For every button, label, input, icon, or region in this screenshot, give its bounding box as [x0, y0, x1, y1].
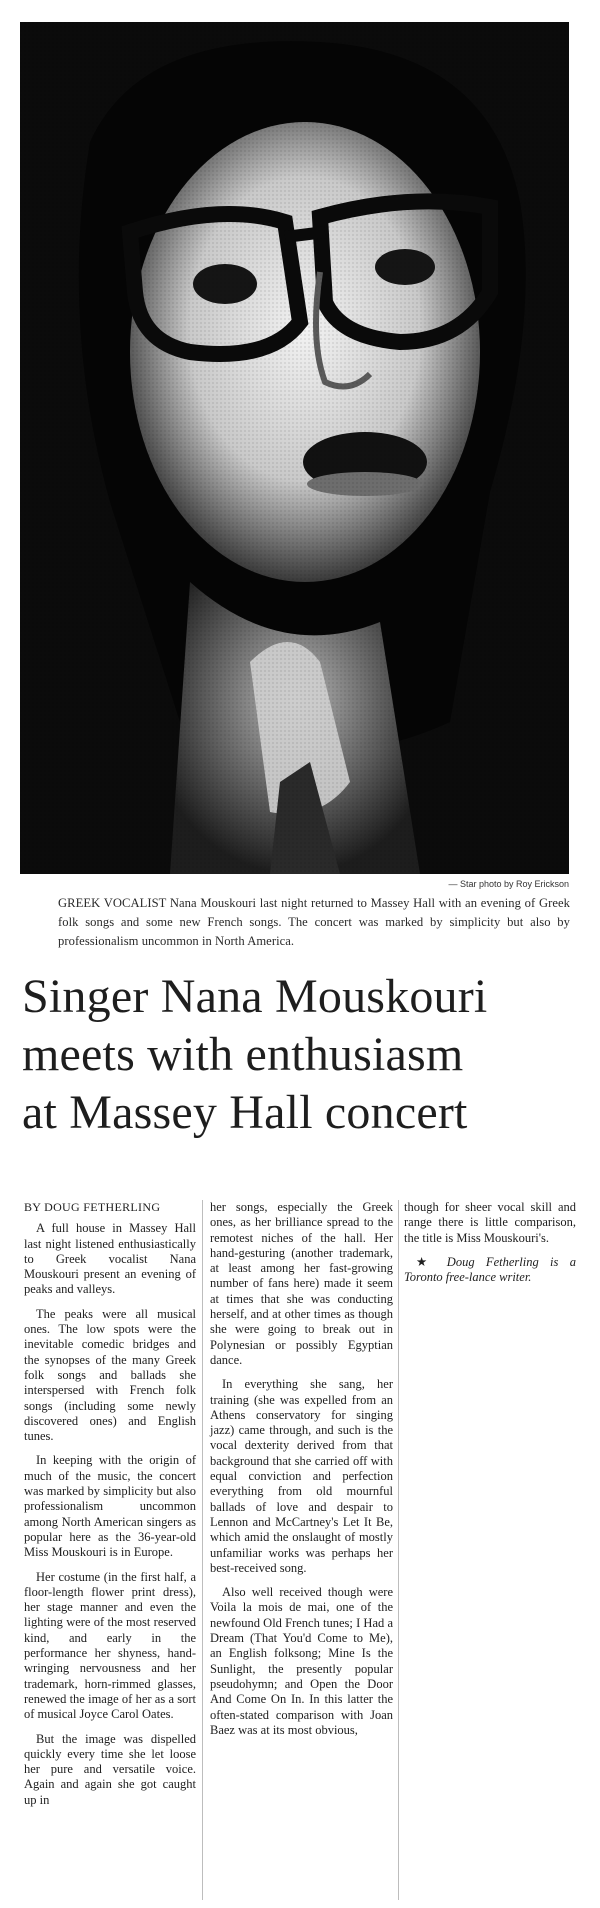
author-note-text: Doug Fetherling is a Toronto free-lance writer. — [404, 1254, 576, 1285]
photo-caption: GREEK VOCALIST Nana Mouskouri last night returned to Massey Hall with an evening of Greek folk songs and some new French songs. The concert was marked by simplicity but also by professionalism uncommon in North America. — [58, 896, 570, 948]
paragraph: The peaks were all musical ones. The low spots were the inevitable comedic bridges and the synopses of the many Greek folk songs and ballads she interspersed with French folk songs (including some newly discovered ones) and English tunes. — [24, 1306, 196, 1444]
photo-credit: — Star photo by Roy Erickson — [448, 879, 569, 889]
star-icon: ★ — [416, 1254, 436, 1269]
paragraph: A full house in Massey Hall last night listened enthusiastically to Greek vocalist Nana Mouskouri present an evening of peaks and valleys. — [24, 1221, 196, 1297]
paragraph: though for sheer vocal skill and range there is little comparison, the title is Miss Mouskouri's. — [404, 1200, 576, 1245]
paragraph: Her costume (in the first half, a floor-length flower print dress), her stage manner and even the lighting were of the most reserved kind, and early in the performance her shyness, hand-wringing nervousness and her trademark, horn-rimmed glasses, renewed the image of her as a sort of musical Joyce Carol Oates. — [24, 1569, 196, 1722]
article-column-1 — [24, 1200, 196, 1817]
column-divider — [202, 1200, 203, 1900]
article-column-2 — [210, 1200, 393, 1747]
column-divider — [398, 1200, 399, 1900]
byline: BY DOUG FETHERLING — [24, 1200, 161, 1214]
paragraph: In everything she sang, her training (she was expelled from an Athens conservatory for singing jazz) came through, and such is the vocal dexterity derived from that background that she carried off with equal conviction and perfection everything from old mournful ballads of love and despair to Lennon and McCartney's Let It Be, which amid the onslaught of mostly unfamiliar works was perhaps her best-received song. — [210, 1377, 393, 1575]
author-note — [404, 1255, 576, 1286]
paragraph: But the image was dispelled quickly every time she let loose her pure and versatile voice. Again and again she got caught up in — [24, 1731, 196, 1807]
paragraph: In keeping with the origin of much of the music, the concert was marked by simplicity but also professionalism uncommon among North American singers as popular here as the 36-year-old Miss Mouskouri is in Europe. — [24, 1453, 196, 1560]
headline-line-1: Singer Nana Mouskouri — [22, 970, 488, 1023]
headline-line-2: meets with enthusiasm — [22, 1028, 464, 1081]
paragraph: her songs, especially the Greek ones, as her brilliance spread to the remotest niches of the hall. Her hand-gesturing (another trademark, at least among her fast-growing number of fans here) made it seem at times that she was conducting herself, and at other times as though she were going to break out in Polynesian or possibly Egyptian dance. — [210, 1200, 393, 1367]
halftone-portrait — [20, 22, 569, 874]
headline — [22, 968, 582, 1142]
paragraph: Also well received though were Voila la mois de mai, one of the newfound Old French tunes; I Had a Dream (That You'd Come to Me), an English folksong; Mine Is the Sunlight, the presently popular pseudohymn; and Open the Door And Come On In. In this latter the often-stated comparison with Joan Baez was at its most obvious, — [210, 1585, 393, 1737]
singer-photo — [20, 22, 569, 874]
article-column-3 — [404, 1200, 576, 1294]
headline-line-3: at Massey Hall concert — [22, 1086, 468, 1139]
